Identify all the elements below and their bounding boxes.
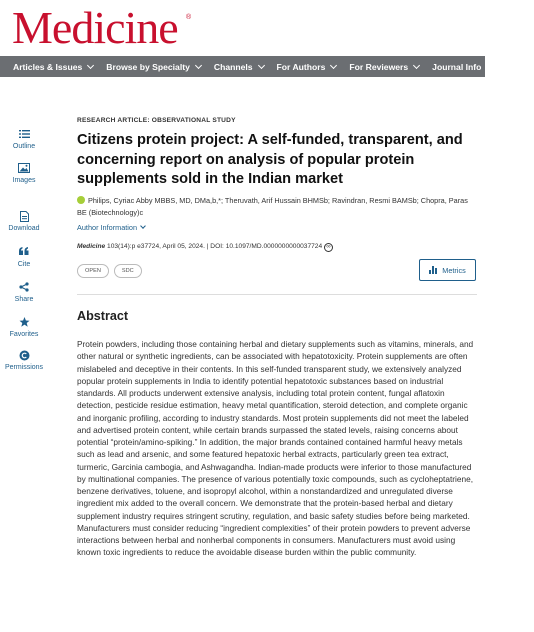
section-divider bbox=[77, 294, 477, 295]
list-icon bbox=[0, 129, 48, 141]
quote-icon bbox=[0, 247, 48, 259]
abstract-text: Protein powders, including those containing herbal and dietary supplements such as vitamins, minerals, and other natural or synthetic ingredients, can be associated with hepatotoxicity. Protein supplements are often mislabeled and deceptive in their contents. In this self-funded transparent study, we extensively analyzed popular protein supplements in India to identify potential hepatotoxic substances based on industrial standards. All products underwent extensive analysis, including total protein content, fungal aflatoxin detection, pesticide residue estimation, heavy metal quantification, steroid detection, and complete organic and inorganic profiling, according to industry standards. Most protein supplements did not meet the labeled and advertised protein content, while certain brands surpassed the stated levels, raising concerns about potential “protein/amino-spiking.” In addition, the major brands contained contained harmful heavy metals such as lead and arsenic, and some featured hepatoxic herbal extracts, particularly green tea extract, turmeric, Garcinia cambogia, and Ashwagandha. Indian-made products were inferior to those manufactured by multinational companies. The presence of various potentially toxic compounds, such as cycloheptatriene, benzene derivatives, toluene, and isopropyl alcohol, within a nonstandardized and unregulated diverse ingredient mix added to the overall concern. We demonstrate that the protein-based herbal and dietary supplement industry requires stringent scrutiny, regulation, and basic safety studies before being marketed. Manufacturers must consider reducing “ingredient complexities” of their protein powders to prevent adverse interactions between herbal and nonherbal components in consumers. Manufacturers must avoid using known toxic ingredients to reduce the avoidable disease burden within the public community. bbox=[77, 339, 474, 558]
author-info-label: Author Information bbox=[77, 223, 138, 232]
download-label: Download bbox=[8, 225, 40, 232]
nav-browse-specialty[interactable] bbox=[93, 62, 201, 72]
access-badges bbox=[77, 264, 147, 278]
link-icon[interactable]: ∞ bbox=[324, 243, 333, 252]
nav-articles-issues[interactable] bbox=[0, 62, 93, 72]
author-information-toggle[interactable] bbox=[77, 223, 145, 232]
nav-submit[interactable] bbox=[492, 62, 534, 72]
medicine-logo[interactable]: Medicine bbox=[12, 2, 178, 53]
sdc-badge: SDC bbox=[114, 264, 142, 278]
article-type: RESEARCH ARTICLE: OBSERVATIONAL STUDY bbox=[77, 117, 236, 124]
cite-button[interactable] bbox=[0, 247, 48, 268]
citation-line bbox=[77, 243, 333, 252]
open-access-badge: OPEN bbox=[77, 264, 109, 278]
authors-text[interactable]: Philips, Cyriac Abby MBBS, MD, DMa,b,*; Theruvath, Arif Hussain BHMSb; Ravindran, Resmi BAMSb; Chopra, Paras BE (Biotechnology)c bbox=[77, 196, 468, 217]
outline-label: Outline bbox=[12, 143, 36, 150]
nav-for-reviewers[interactable] bbox=[336, 62, 419, 72]
nav-for-authors[interactable] bbox=[264, 62, 337, 72]
registered-mark: ® bbox=[186, 14, 192, 21]
share-button[interactable] bbox=[0, 282, 48, 303]
favorites-label: Favorites bbox=[9, 331, 39, 338]
citation-journal: Medicine bbox=[77, 243, 106, 250]
copyright-icon bbox=[0, 350, 48, 362]
download-button[interactable] bbox=[0, 211, 48, 232]
share-icon bbox=[0, 282, 48, 294]
orcid-icon[interactable] bbox=[77, 196, 85, 204]
main-nav bbox=[0, 56, 534, 77]
images-label: Images bbox=[12, 177, 36, 184]
permissions-label: Permissions bbox=[4, 364, 44, 371]
cite-label: Cite bbox=[17, 261, 31, 268]
permissions-button[interactable] bbox=[0, 350, 48, 371]
nav-label: Journal Info bbox=[432, 61, 482, 72]
image-icon bbox=[0, 163, 48, 175]
outline-button[interactable] bbox=[0, 129, 48, 150]
site-header bbox=[0, 0, 485, 56]
nav-channels[interactable] bbox=[201, 62, 264, 72]
nav-label: For Reviewers bbox=[349, 61, 409, 72]
document-icon bbox=[0, 211, 48, 223]
metrics-label: Metrics bbox=[442, 265, 466, 275]
nav-journal-info[interactable] bbox=[419, 62, 492, 72]
metrics-button[interactable] bbox=[419, 259, 476, 281]
abstract-heading: Abstract bbox=[77, 309, 129, 323]
article-title: Citizens protein project: A self-funded, transparent, and concerning report on analysis of popular protein supplements sold in the Indian market bbox=[77, 132, 463, 187]
citation-details[interactable]: 103(14):p e37724, April 05, 2024. | DOI: 10.1097/MD.0000000000037724 bbox=[105, 243, 323, 250]
bar-chart-icon bbox=[429, 266, 437, 274]
nav-label: Browse by Specialty bbox=[106, 61, 190, 72]
nav-label: Articles & Issues bbox=[13, 61, 83, 72]
nav-label: For Authors bbox=[276, 61, 326, 72]
star-icon bbox=[0, 317, 48, 329]
share-label: Share bbox=[14, 296, 34, 303]
author-list bbox=[77, 195, 477, 218]
chevron-down-icon bbox=[140, 223, 146, 229]
nav-label: Submit bbox=[505, 61, 534, 72]
images-button[interactable] bbox=[0, 163, 48, 184]
nav-label: Channels bbox=[213, 61, 253, 72]
favorites-button[interactable] bbox=[0, 317, 48, 338]
